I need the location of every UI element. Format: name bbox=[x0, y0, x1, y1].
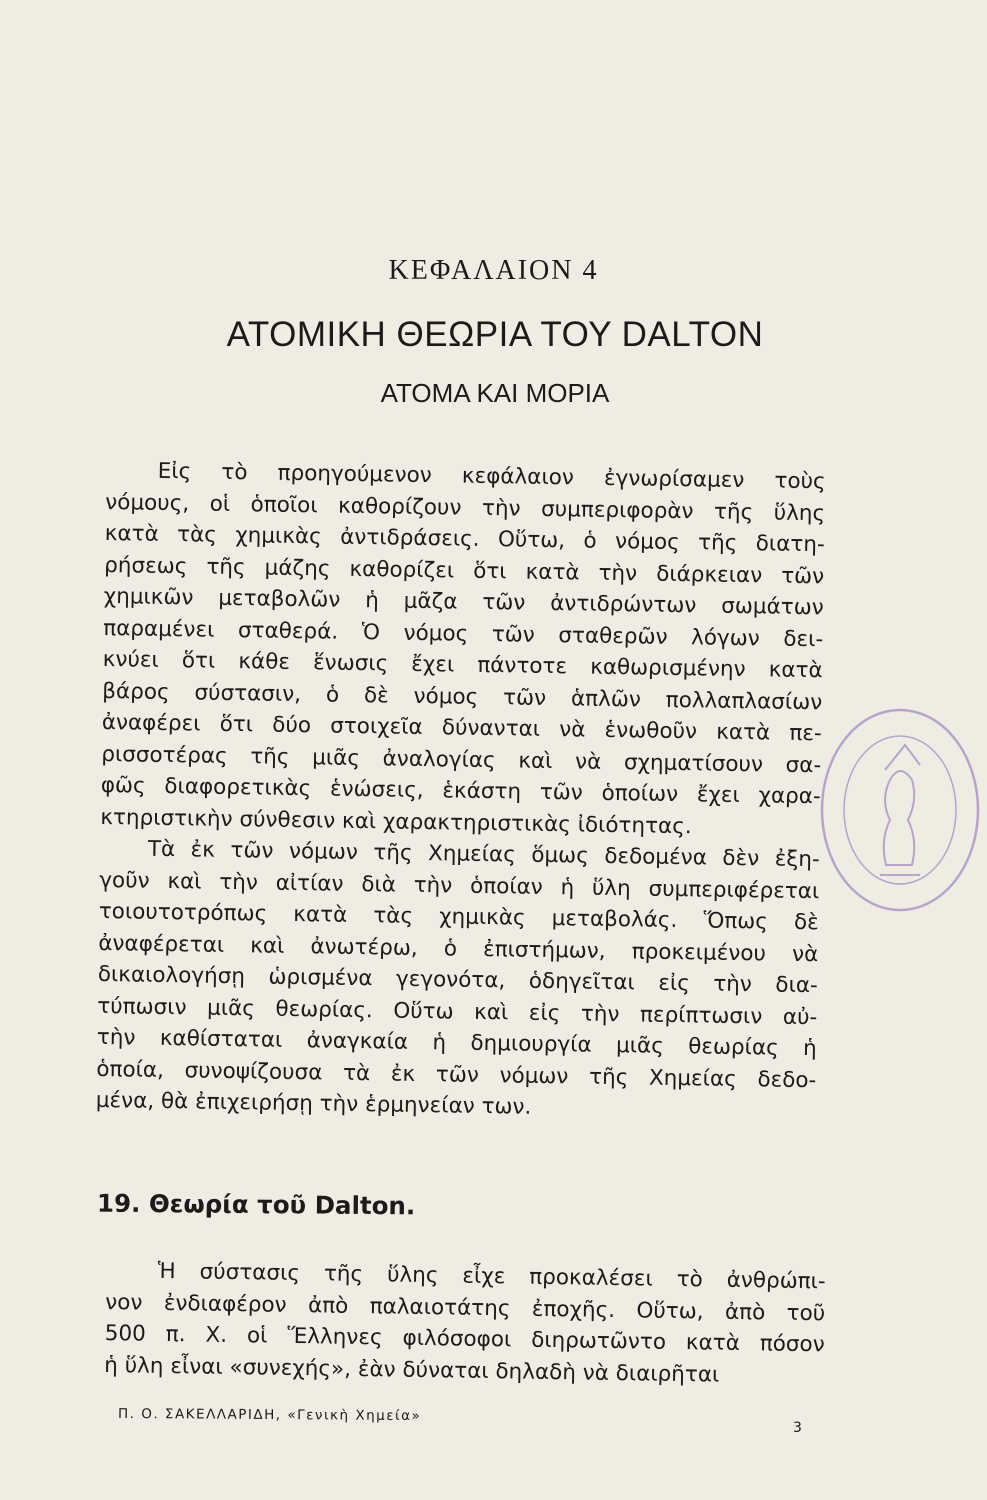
text-line: βάρος σύστασιν, ὁ δὲ νόμος τῶν ἁπλῶν πολλαπλασίων bbox=[102, 678, 823, 715]
text-line: Εἰς τὸ προηγούμενον κεφάλαιον ἐγνωρίσαμεν τοὺς bbox=[157, 458, 826, 495]
section-paragraph bbox=[104, 1255, 826, 1392]
text-line: τὴν καθίσταται ἀναγκαία ἡ δημιουργία μιᾶς θεωρίας ἡ bbox=[96, 1024, 817, 1062]
body-paragraphs bbox=[96, 455, 826, 1128]
text-line: τύπωσιν μιᾶς θεωρίας. Οὕτω καὶ εἰς τὴν περίπτωσιν αὐ- bbox=[97, 993, 818, 1030]
text-line: παραμένει σταθερά. Ὁ νόμος τῶν σταθερῶν λόγων δει- bbox=[103, 615, 824, 652]
text-line: γοῦν καὶ τὴν αἰτίαν διὰ τὴν ὁποίαν ἡ ὕλη συμπεριφέρεται bbox=[99, 867, 820, 904]
library-stamp bbox=[805, 700, 985, 930]
text-line: νον ἐνδιαφέρον ἀπὸ παλαιοτάτης ἐποχῆς. Οὕτω, ἀπὸ τοῦ bbox=[105, 1289, 826, 1326]
text-line: ὁποία, συνοψίζουσα τὰ ἐκ τῶν νόμων τῆς Χημείας δεδο- bbox=[96, 1056, 817, 1093]
text-line: ρισσοτέρας τῆς μιᾶς ἀναλογίας καὶ νὰ σχηματίσουν σα- bbox=[101, 741, 822, 778]
text-line: τοιουτοτρόπως κατὰ τὰς χημικὰς μεταβολάς. Ὅπως δὲ bbox=[98, 898, 819, 936]
text-line: Ἡ σύστασις τῆς ὕλης εἶχε προκαλέσει τὸ ἀνθρώπι- bbox=[157, 1258, 826, 1295]
text-line: Τὰ ἐκ τῶν νόμων τῆς Χημείας ὅμως δεδομένα δὲν ἐξη- bbox=[147, 836, 820, 873]
paragraph-3 bbox=[104, 1255, 826, 1392]
section-heading: 19. Θεωρία τοῦ Dalton. bbox=[96, 1188, 416, 1221]
chapter-label: ΚΕΦΑΛΑΙΟΝ 4 bbox=[388, 255, 599, 286]
text-line: κτηριστικὴν σύνθεσιν καὶ χαρακτηριστικὰς ἰδιότητας. bbox=[100, 804, 692, 839]
paragraph-2 bbox=[96, 833, 820, 1128]
text-line: δικαιολογήσῃ ὡρισμένα γεγονότα, ὁδηγεῖται εἰς τὴν δια- bbox=[97, 961, 818, 999]
text-line: χημικῶν μεταβολῶν ἡ μᾶζα τῶν ἀντιδρώντων σωμάτων bbox=[103, 583, 824, 621]
text-line: 500 π. Χ. οἱ Ἕλληνες φιλόσοφοι διηρωτῶντο κατὰ πόσον bbox=[104, 1320, 825, 1358]
text-line: κατὰ τὰς χημικὰς ἀντιδράσεις. Οὕτω, ὁ νόμος τῆς διατη- bbox=[104, 520, 825, 558]
text-line: ρήσεως τῆς μάζης καθορίζει ὅτι κατὰ τὴν διάρκειαν τῶν bbox=[104, 552, 825, 589]
text-line: ἀναφέρει ὅτι δύο στοιχεῖα δύνανται νὰ ἑνωθοῦν κατὰ πε- bbox=[101, 709, 822, 747]
text-line: ἡ ὕλη εἶναι «συνεχής», ἐὰν δύναται δηλαδὴ νὰ διαιρῆται bbox=[104, 1352, 720, 1388]
text-line: μένα, θὰ ἐπιχειρήσῃ τὴν ἑρμηνείαν των. bbox=[95, 1087, 532, 1120]
text-line: φῶς διαφορετικὰς ἑνώσεις, ἑκάστη τῶν ὁποίων ἔχει χαρα- bbox=[100, 772, 821, 810]
footer-signature: Π. Ο. ΣΑΚΕΛΛΑΡΙΔΗ, «Γενικὴ Χημεία» bbox=[117, 1405, 422, 1425]
page-number: 3 bbox=[793, 1420, 802, 1436]
paragraph-1 bbox=[100, 455, 826, 844]
text-line: νόμους, οἱ ὁποῖοι καθορίζουν τὴν συμπεριφορὰν τῆς ὕλης bbox=[105, 489, 826, 526]
chapter-subtitle: ΑΤΟΜΑ ΚΑΙ ΜΟΡΙΑ bbox=[380, 378, 610, 408]
text-line: ἀναφέρεται καὶ ἀνωτέρω, ὁ ἐπιστήμων, προκειμένου νὰ bbox=[98, 930, 819, 967]
text-line: κνύει ὅτι κάθε ἕνωσις ἔχει πάντοτε καθωρισμένην κατὰ bbox=[102, 646, 823, 684]
chapter-title: ΑΤΟΜΙΚΗ ΘΕΩΡΙΑ ΤΟΥ DALTON bbox=[226, 315, 764, 354]
